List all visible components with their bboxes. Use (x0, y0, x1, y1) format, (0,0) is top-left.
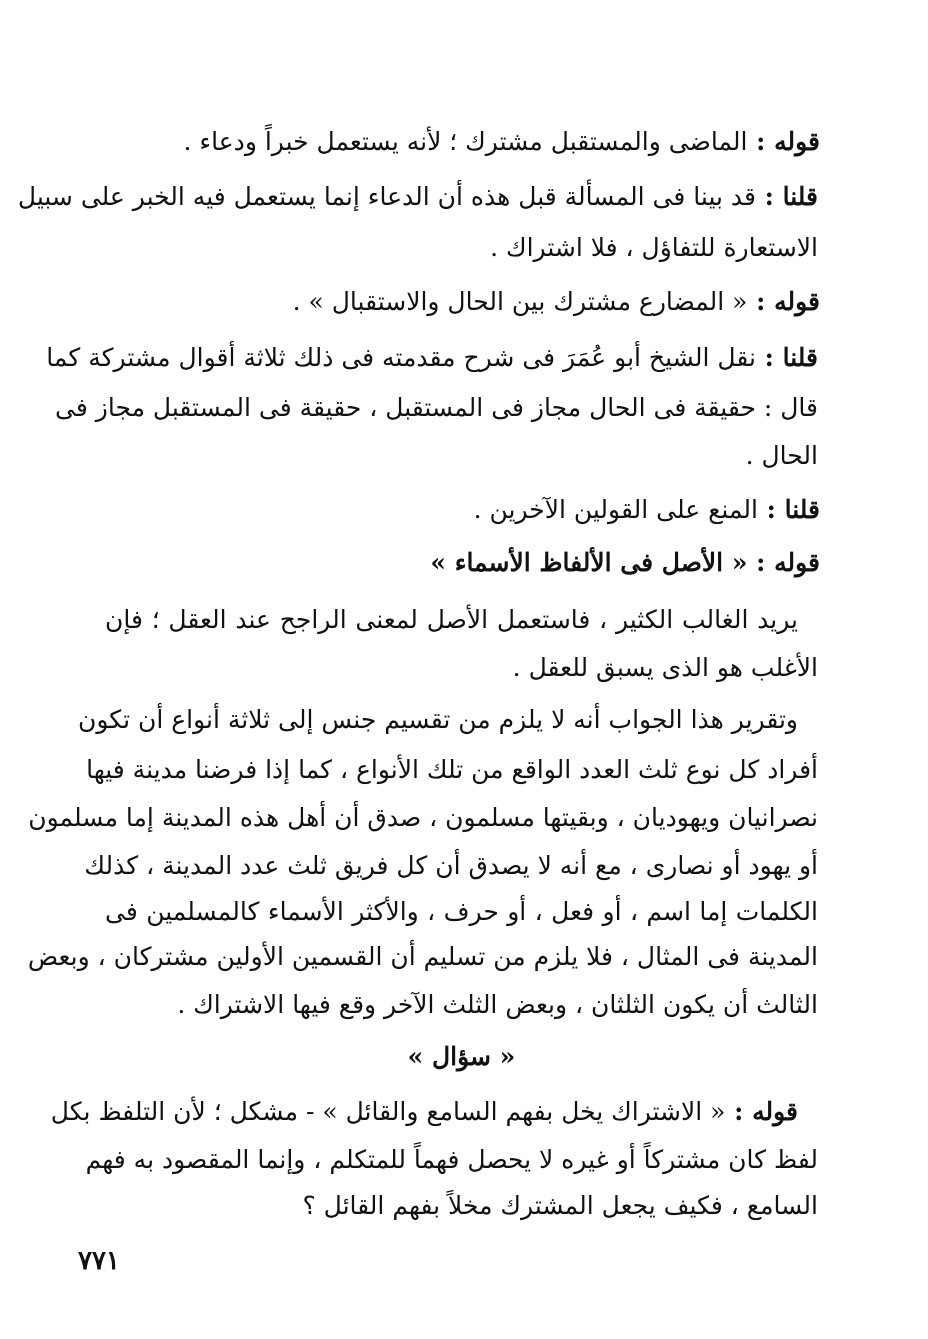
page-number: ٧٧١ (78, 1246, 120, 1276)
text-line-17 (27, 937, 818, 977)
text-line-9 (105, 543, 820, 583)
text-line-1 (105, 122, 820, 162)
line-text: الكلمات إما اسم ، أو فعل ، أو حرف ، والأكثر الأسماء كالمسلمين فى (105, 897, 818, 926)
line-text: الماضى والمستقبل مشترك ؛ لأنه يستعمل خبراً ودعاء . (183, 127, 748, 156)
line-text: « الأصل فى الألفاظ الأسماء » (430, 548, 748, 577)
text-line-4 (105, 282, 820, 322)
line-text: المنع على القولين الآخرين . (473, 495, 758, 524)
text-line-13 (86, 750, 818, 790)
text-line-21 (85, 1140, 818, 1180)
line-text: نقل الشيخ أبو عُمَرَ فى شرح مقدمته فى ذلك ثلاثة أقوال مشتركة كما (46, 343, 756, 372)
text-line-6 (55, 388, 818, 428)
text-line-7 (105, 436, 818, 476)
line-text: السامع ، فكيف يجعل المشترك مخلاً بفهم القائل ؟ (302, 1191, 818, 1220)
text-line-10 (105, 600, 798, 640)
line-text: المدينة فى المثال ، فلا يلزم من تسليم أن القسمين الأولين مشتركان ، وبعض (27, 942, 818, 971)
line-text: « سؤال » (407, 1042, 516, 1071)
text-line-2 (17, 177, 818, 217)
line-lead: قلنا : (755, 182, 818, 211)
text-line-16 (105, 892, 818, 932)
line-text: الأغلب هو الذى يسبق للعقل . (512, 653, 818, 682)
line-text: قال : حقيقة فى الحال مجاز فى المستقبل ، حقيقة فى المستقبل مجاز فى (55, 393, 818, 422)
line-text: الثالث أن يكون الثلثان ، وبعض الثلث الآخر وقع فيها الاشتراك . (177, 990, 818, 1019)
text-line-8 (105, 490, 820, 530)
text-line-3 (105, 228, 818, 268)
text-line-11 (105, 648, 818, 688)
line-text: نصرانيان ويهوديان ، وبقيتها مسلمون ، صدق أن أهل هذه المدينة إما مسلمون (28, 803, 818, 832)
line-text: يريد الغالب الكثير ، فاستعمل الأصل لمعنى الراجح عند العقل ؛ فإن (105, 605, 798, 634)
line-lead: قوله : (747, 127, 820, 156)
text-line-5 (46, 338, 818, 378)
line-text: قد بينا فى المسألة قبل هذه أن الدعاء إنما يستعمل فيه الخبر على سبيل (17, 182, 756, 211)
text-line-22 (105, 1186, 818, 1226)
text-line-14 (28, 798, 818, 838)
line-lead: قوله : (725, 1097, 798, 1126)
line-lead: قوله : (747, 548, 820, 577)
line-text: لفظ كان مشتركاً أو غيره لا يحصل فهماً للمتكلم ، وإنما المقصود به فهم (85, 1145, 818, 1174)
line-text: « المضارع مشترك بين الحال والاستقبال » . (292, 287, 748, 316)
section-heading (105, 1037, 818, 1077)
line-lead: قلنا : (757, 495, 820, 524)
line-text: أو يهود أو نصارى ، مع أنه لا يصدق أن كل فريق ثلث عدد المدينة ، كذلك (84, 851, 818, 880)
line-lead: قوله : (747, 287, 820, 316)
line-text: وتقرير هذا الجواب أنه لا يلزم من تقسيم جنس إلى ثلاثة أنواع أن تكون (78, 705, 798, 734)
line-text: الاستعارة للتفاؤل ، فلا اشتراك . (490, 233, 818, 262)
text-line-15 (84, 846, 818, 886)
line-text: أفراد كل نوع ثلث العدد الواقع من تلك الأنواع ، كما إذا فرضنا مدينة فيها (86, 755, 818, 784)
text-line-18 (105, 985, 818, 1025)
text-line-12 (78, 700, 798, 740)
line-text: الحال . (745, 441, 818, 470)
line-text: « الاشتراك يخل بفهم السامع والقائل » - مشكل ؛ لأن التلفظ بكل (50, 1097, 726, 1126)
text-line-20 (50, 1092, 798, 1132)
line-lead: قلنا : (755, 343, 818, 372)
